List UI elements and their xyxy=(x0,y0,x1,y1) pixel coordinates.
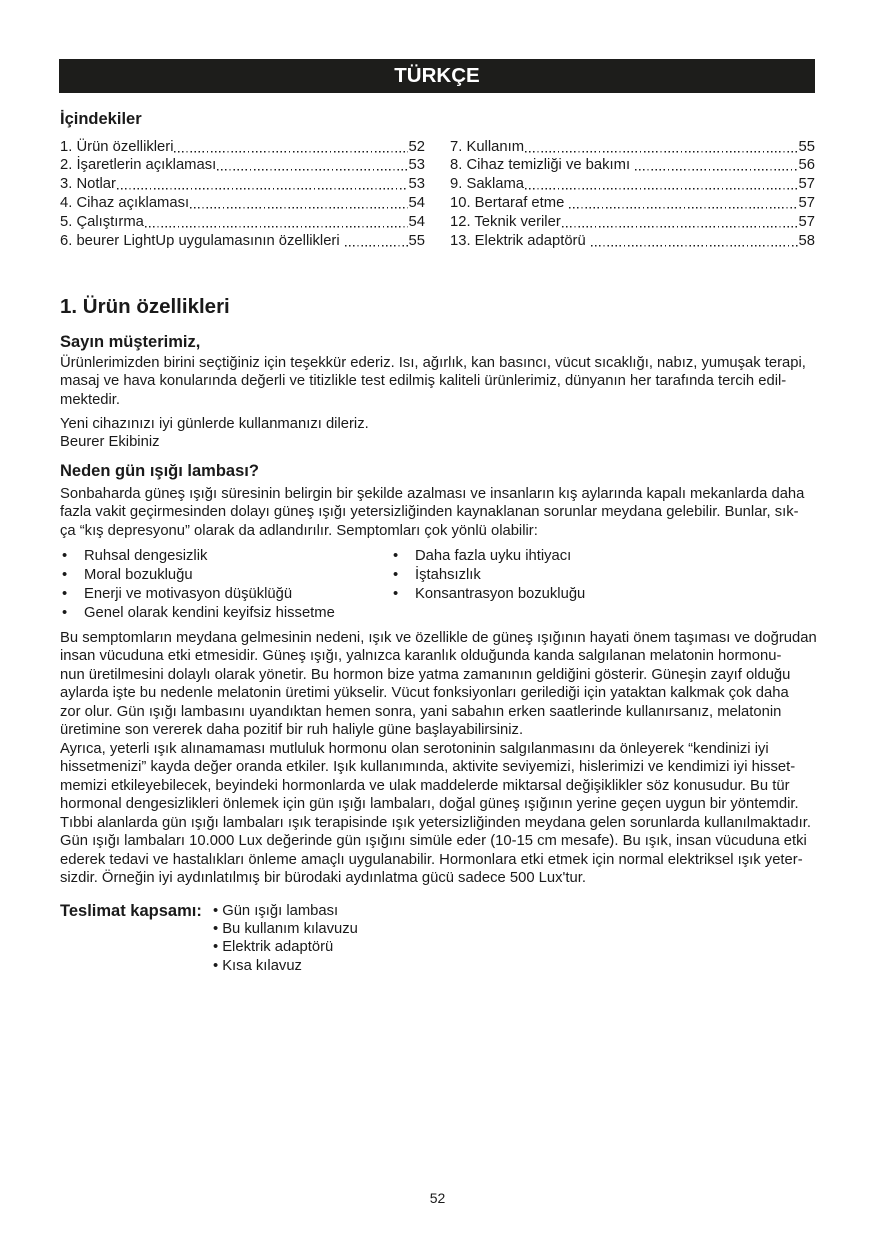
toc-entry xyxy=(450,156,815,175)
paragraph-line: Tıbbi alanlarda gün ışığı lambaları ışık terapisinde ışık yetersizliğinden meydana gelen sorunlarda kullanılmaktadır. xyxy=(60,814,811,831)
symptom-list-item: • Moral bozukluğu xyxy=(60,566,335,585)
toc-entry xyxy=(60,232,425,251)
language-title: TÜRKÇE xyxy=(394,64,480,87)
toc-entry xyxy=(450,232,815,251)
delivery-scope-label: Teslimat kapsamı: xyxy=(60,902,202,920)
dot-leader xyxy=(635,156,797,175)
paragraph-line: Sonbaharda güneş ışığı süresinin belirgin bir şekilde azalması ve insanların kış aylarında kapalı mekanlarda daha xyxy=(60,485,805,502)
toc-entry-label: 4. Cihaz açıklaması xyxy=(60,194,190,211)
toc-entry xyxy=(450,213,815,232)
toc-entry-page: 52 xyxy=(408,138,425,155)
paragraph-line: ederek tedavi ve hastalıkları önleme amaçlı uygulanabilir. Hormonlara etki etmek için normal elektriksel ışık yeter- xyxy=(60,851,803,868)
toc-entry xyxy=(60,175,425,194)
section-heading: 1. Ürün özellikleri xyxy=(60,295,230,318)
toc-entry-label: 12. Teknik veriler xyxy=(450,213,561,230)
intro-paragraph xyxy=(60,354,806,410)
explanation-paragraph xyxy=(60,629,817,888)
language-header-bar xyxy=(59,59,815,93)
paragraph-line: fazla vakit geçirmesinden dolayı güneş ışığı yetersizliğinden kaynaklanan sorunlar meydana gelebilir. Bunlar, sık- xyxy=(60,504,799,521)
toc-entry xyxy=(450,175,815,194)
toc-entry-page: 53 xyxy=(408,176,425,193)
symptom-list-right xyxy=(391,547,585,604)
greeting-heading: Sayın müşterimiz, xyxy=(60,333,201,351)
dot-leader xyxy=(145,213,408,232)
delivery-scope-item: • Elektrik adaptörü xyxy=(213,938,358,956)
dot-leader xyxy=(525,175,798,194)
dot-leader xyxy=(591,232,798,251)
paragraph-line: sizdir. Örneğin iyi aydınlatılmış bir bürodaki aydınlatma gücü sadece 500 Lux'tur. xyxy=(60,870,586,887)
toc-entry-label: 6. beurer LightUp uygulamasının özellikleri xyxy=(60,232,340,249)
toc-entry-label: 7. Kullanım xyxy=(450,138,525,155)
toc-entry-label: 5. Çalıştırma xyxy=(60,213,144,230)
signature-line: Beurer Ekibiniz xyxy=(60,434,160,451)
toc-entry-page: 54 xyxy=(408,194,425,211)
toc-entry-label: 9. Saklama xyxy=(450,176,525,193)
paragraph-line: memizi etkileyebilecek, beyindeki hormonlarda ve ulak maddelerde miktarsal değişiklikler söz konusudur. Bu tür xyxy=(60,777,790,794)
symptom-list-left xyxy=(60,547,335,623)
toc-entry-label: 8. Cihaz temizliği ve bakımı xyxy=(450,157,631,174)
dot-leader xyxy=(345,232,408,251)
toc-entry xyxy=(60,156,425,175)
dot-leader xyxy=(569,194,797,213)
toc-entry-page: 56 xyxy=(798,157,815,174)
dot-leader xyxy=(174,138,407,157)
toc-column-left xyxy=(60,138,425,251)
toc-entry-label: 13. Elektrik adaptörü xyxy=(450,232,586,249)
dot-leader xyxy=(217,156,407,175)
toc-entry-page: 54 xyxy=(408,213,425,230)
toc-entry-page: 57 xyxy=(798,194,815,211)
toc-entry-label: 2. İşaretlerin açıklaması xyxy=(60,157,217,174)
symptom-list-item: • İştahsızlık xyxy=(391,566,585,585)
delivery-scope-item: • Kısa kılavuz xyxy=(213,957,358,975)
toc-column-right xyxy=(450,138,815,251)
paragraph-line: hormonal dengesizlikleri önlemek için gün ışığı lambaları, doğal güneş ışığının yerine geçen uygun bir yöntemdir. xyxy=(60,796,799,813)
toc-entry-page: 58 xyxy=(798,232,815,249)
toc-entry-label: 10. Bertaraf etme xyxy=(450,194,565,211)
toc-entry-label: 1. Ürün özellikleri xyxy=(60,138,174,155)
paragraph-line: Gün ışığı lambaları 10.000 Lux değerinde gün ışığını simüle eder (10-15 cm mesafe). Bu ışık, insan vücuduna etki xyxy=(60,833,807,850)
symptom-list-item: • Daha fazla uyku ihtiyacı xyxy=(391,547,585,566)
paragraph-line: nun üretilmesini dolaylı olarak yönetir. Bu hormon bize yatma zamanının geldiğini gösterir. Güneşin zayıf olduğu xyxy=(60,666,791,683)
toc-entry-page: 55 xyxy=(408,232,425,249)
toc-entry-label: 3. Notlar xyxy=(60,176,116,193)
toc-entry xyxy=(60,194,425,213)
dot-leader xyxy=(525,138,798,157)
paragraph-line: aylarda işte bu nedenle melatonin üretimi yükselir. Vücut fonksiyonları gerilediği için yataktan kalkmak çok daha xyxy=(60,685,789,702)
subsection-heading: Neden gün ışığı lambası? xyxy=(60,462,259,480)
dot-leader xyxy=(562,213,798,232)
symptom-list-item: • Konsantrasyon bozukluğu xyxy=(391,585,585,604)
page-number: 52 xyxy=(429,1190,446,1206)
paragraph-line: ça “kış depresyonu” olarak da adlandırılır. Semptomları çok yönlü olabilir: xyxy=(60,522,538,539)
paragraph-line: zor olur. Gün ışığı lambasını uyandıktan hemen sonra, yani sabahın erken saatlerinde kullanırsanız, melatonin xyxy=(60,703,782,720)
paragraph-line: Yeni cihazınızı iyi günlerde kullanmanızı dileriz. xyxy=(60,415,369,432)
paragraph-line: mektedir. xyxy=(60,391,121,408)
why-paragraph xyxy=(60,485,804,541)
toc-entry xyxy=(450,194,815,213)
toc-title: İçindekiler xyxy=(60,110,142,128)
paragraph-line: insan vücuduna etki etmesidir. Güneş ışığı, yalnızca karanlık olduğunda kanda salgılanan melatonin hormonu- xyxy=(60,648,782,665)
dot-leader xyxy=(190,194,407,213)
paragraph-line: hissetmenizi” kayda değer oranda etkiler. Işık kullanımında, aktivite seviyemizi, hislerimizi ve kendimizi iyi hisset- xyxy=(60,759,796,776)
paragraph-line: Ayrıca, yeterli ışık alınamaması mutluluk hormonu olan serotoninin salgılanmasını da önleyerek “kendinizi iyi xyxy=(60,740,769,757)
toc-entry-page: 53 xyxy=(408,157,425,174)
toc-entry-page: 57 xyxy=(798,213,815,230)
paragraph-line: Ürünlerimizden birini seçtiğiniz için teşekkür ederiz. Isı, ağırlık, kan basıncı, vücut sıcaklığı, nabız, yumuşak terapi, xyxy=(60,354,806,371)
toc-entry xyxy=(450,138,815,157)
toc-entry-page: 57 xyxy=(798,176,815,193)
toc-entry-page: 55 xyxy=(798,138,815,155)
paragraph-line: masaj ve hava konularında değerli ve titizlikle test edilmiş kaliteli ürünlerimiz, dünyanın her tarafında tercih edil- xyxy=(60,373,787,390)
toc-entry xyxy=(60,138,425,157)
symptom-list-item: • Genel olarak kendini keyifsiz hissetme xyxy=(60,604,335,623)
symptom-list-item: • Enerji ve motivasyon düşüklüğü xyxy=(60,585,335,604)
closing-paragraph xyxy=(60,415,369,452)
delivery-scope-item: • Bu kullanım kılavuzu xyxy=(213,920,358,938)
symptom-list-item: • Ruhsal dengesizlik xyxy=(60,547,335,566)
delivery-scope-item: • Gün ışığı lambası xyxy=(213,902,358,920)
paragraph-line: Bu semptomların meydana gelmesinin nedeni, ışık ve özellikle de güneş ışığının hayati önem taşıması ve doğrudan xyxy=(60,629,817,646)
paragraph-line: üretimine son vererek daha pozitif bir ruh haliyle güne başlayabilirsiniz. xyxy=(60,722,524,739)
toc-entry xyxy=(60,213,425,232)
dot-leader xyxy=(117,175,408,194)
delivery-scope-list xyxy=(213,902,358,975)
